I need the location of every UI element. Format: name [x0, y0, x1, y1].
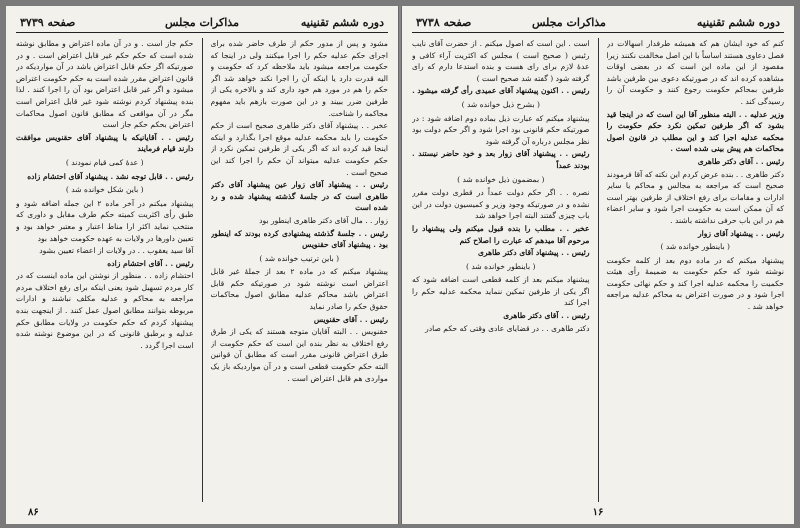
stage-direction: ( باین ترتیب خوانده شد )	[259, 253, 340, 263]
paragraph: آقا سید یعقوب . . در ولایات از اعضاء تعیین بشود	[39, 246, 194, 256]
stage-direction: ( بشرح ذیل خوانده شد )	[461, 99, 540, 109]
column-divider	[202, 38, 203, 502]
speaker-paragraph: رئیس . . آقای حقنویس	[313, 314, 388, 324]
speaker-paragraph: رئیس . . آقایانیکه با پیشنهاد آقای حقنویس موافقت دارند قیام فرمایند	[16, 132, 194, 154]
speaker-paragraph: رئیس . . اکنون پیشنهاد آقای عمیدی رأی گرفته میشود .	[412, 86, 590, 96]
speaker-paragraph: رئیس . . پیشنهاد آقای زوار عین پیشنهاد آقای دکتر طاهری است که در جلسهٔ گذشته پیشنهاد شده و رد شده است	[210, 180, 388, 213]
section-title: مذاکرات مجلس	[532, 16, 606, 29]
left-page	[6, 6, 398, 524]
speaker-paragraph: رئیس . . پیشنهاد آقای زوار	[697, 228, 784, 238]
paragraph: کنم که خود ایشان هم که همیشه طرفدار اسهالات در فصل دعاوی هستند اساساً با این اصل مخالفت نکنند زیرا مقصود از این ماده این است که در بعضی اوقات مشاهده کرده اند که در صورتیکه دعوی بین طرفین باشد طرفین بمحاکم حکومت رجوع کنند و حکومت آن را رسیدگی کند .	[606, 39, 784, 106]
stage-direction: ( بمضمون ذیل خوانده شد )	[457, 174, 545, 184]
right-column	[211, 38, 389, 502]
section-title: مذاکرات مجلس	[165, 16, 239, 29]
paragraph: است . این است که اصول میکنم . از حضرت آقای نایب رئیس ( صحیح است ) مجلس که اکثریت آراء کافی و عدهٔ لازم برای رای هست و بنده استدعا دارم که رای گرفته شود ( گفته شد صحیح است )	[412, 39, 590, 83]
paragraph: عخبر . . پیشنهاد آقای دکتر طاهری صحیح است از حکم حکومت را باید محکمه عدلیه موقع اجرا بگذارد و اینکه اینجا قید کرده اند که اگر یکی از طرفین تمکین نکرد از حکم حکومت عدلیه میتواند آن حکم را اجرا کند این صحیح است .	[210, 121, 388, 177]
paragraph: مشود و پس از مدور حکم از طرف حاضر شده برای اجرای حکم عدلیه حکم را اجرا میکنند ولی در اینجا که حکومت مراجعه میشود باید ملاحظه کرد که حکومت و الیه قدرت دارد یا اینکه آن را اجرا نکند خواهد شد اگر حکم را هم در مورد هم خود داری کند و بالاخره یکی از طرفین ضرر ببیند و در این صورت بازهم باید مفهوم مجاکمه را شناخت.	[210, 39, 388, 118]
paragraph: زوار . . مال آقای دکتر طاهری اینطور بود	[259, 215, 388, 225]
speaker-paragraph: وزیر عدلیه . . البته منظور آقا این است که در اینجا قید بشود که اگر طرفین تمکین نکرد حکم حکومت را محکمه عدلیه اجرا کند و این مطلب در قانون اصول محاکمات هم پیش بینی شده است .	[606, 109, 784, 154]
session-title: دوره ششم تقنینیه	[696, 16, 780, 29]
text-columns	[16, 38, 388, 502]
speaker-paragraph: رئیس . . آقای دکتر طاهری	[697, 156, 784, 166]
speaker-paragraph: رئیس . . پیشنهاد آقای زوار بعد و خود حاضر نیستند . بودند عمداً	[412, 149, 590, 170]
right-column	[607, 38, 785, 502]
speaker-paragraph: رئیس . . جلسهٔ گذشته پیشنهادی کرده بودند که اینطور بود . پیشنهاد آقای حقنویس	[210, 228, 388, 250]
paragraph: پیشنهاد میکنم که عبارت ذیل بماده دوم اضافه شود : در صورتیکه حکم قانونی بود اجرا شود و اگر حکم دولت بود نظر مجلس درباره آن گرفته شود	[412, 113, 590, 146]
paragraph: دکتر طاهری . . در قضایای عادی وقتی که حکم صادر	[425, 323, 590, 333]
page-number-label: صفحه ۳۷۳۸	[416, 16, 472, 29]
text-columns	[412, 38, 784, 502]
speaker-paragraph: عخبر . . مطلب را بنده قبول میکنم ولی پیشنهاد را مرحوم آقا میدهم که عبارت را اصلاح کنم	[412, 223, 590, 245]
paragraph: نصره . . اگر حکم دولت عمداً در قطری دولت مقرر نشده و در صورتیکه وجود وزیر و کمیسیون دولت در این باب چیزی گفتند البته اجرا خواهد شد	[412, 188, 590, 221]
stage-direction: ( عدهٔ کمی قیام نمودند )	[65, 157, 144, 167]
right-page	[402, 6, 794, 524]
paragraph: دکتر طاهری . . بنده عرض کردم این نکته که آقا فرمودند صحیح است که مراجعه به مجالس و محاکم یا سایر ادارات و مقامات برای رفع اختلاف از طرفین بهتر است که آن ممکن است به حکومت اجرا شود و سایر اعضاء هم در این باب حرفی نداشته باشند .	[606, 169, 784, 225]
stage-direction: ( باینطور خوانده شد )	[466, 261, 536, 271]
page-footer-number: ۱۶	[592, 507, 604, 518]
stage-direction: ( باین شکل خوانده شد )	[65, 185, 144, 195]
paragraph: حکم جاز است . و در آن ماده اعتراض و مطابق نوشته شده است که حکم حکم غیر قابل اعتراض است . و در صورتیکه اگر حکم قابل اعتراض باشد در آن مواردیکه در قانون اعتراض مقرر شده است به حکم حکومت اعتراض میشود و اگر غیر قابل اعتراض بود آن را اجرا کنند . لذا بنده پیشنهاد کردم نوشته شود غیر قابل اعتراض است مگر در آن مواقعی که مطابق قانون اصول محاکمات اعتراض بحکم حکم جاز است	[16, 39, 194, 130]
paragraph: پیشنهاد میکنم در آخر ماده ۲ این جمله اضافه شود و طبق رأی اکثریت کمیته حکم طرف مقابل و داوری که منتخب نماید اکثر ارا مناط اعتبار و معتبر خواهد بود و تعیین داورها در ولایات به عهده حکومت خواهد بود	[16, 198, 194, 243]
speaker-paragraph: رئیس . . آقای احتشام زاده	[107, 258, 194, 268]
column-divider	[598, 38, 599, 502]
speaker-paragraph: رئیس . . قابل توجه نشد . پیشنهاد آقای احتشام زاده	[27, 171, 194, 181]
paragraph: پیشنهاد میکنم بعد از کلمه قطعی است اضافه شود که اگر یکی از طرفین تمکین ننماید محکمه عدلیه حکم را اجرا کند	[412, 275, 590, 308]
session-title: دوره ششم تقنینیه	[300, 16, 384, 29]
speaker-paragraph: رئیس . . پیشنهاد آقای دکتر طاهری	[477, 248, 590, 258]
left-column	[412, 38, 590, 502]
page-header	[16, 14, 388, 33]
paragraph: حقنویس . . البته آقایان متوجه هستند که یکی از طرق رفع اختلاف به نظر بنده این است که حکم حکومت از طرق اعتراض قانونی مقرر است که مطابق آن قوانین البته حکم حکومت قطعی است و در آن مواردیکه باز یک مواردی هم قابل اعتراض است .	[210, 327, 388, 383]
paragraph: پیشنهاد میکنم که در ماده دوم بعد از کلمه حکومت نوشته شود که حکم حکومت به ضمیمهٔ رأی هیئت حکمیت را محکمه عدلیه اجرا کند و حکم نهائی حکومت اجرا شود و در صورت اعتراض به محاکم عدلیه مراجعه خواهد شد .	[606, 255, 784, 312]
page-number-label: صفحه ۳۷۳۹	[20, 16, 76, 29]
speaker-paragraph: رئیس . . آقای دکتر طاهری	[503, 311, 590, 321]
paragraph: احتشام زاده . . منظور از نوشتن این ماده اینست که در کار مردم تسهیل شود یعنی اینکه برای رفع اختلاف مردم مراجعه به محاکم و عدلیه مکلف نباشند و ادارات مربوطه بتوانند مطابق اصول عمل کنند . از اینجهت بنده پیشنهاد کردم که حکم حکومت در ولایات مطابق حکم عدلیه و برطبق قانونی که در این موضوع نوشته شده است اجرا گردد .	[16, 271, 194, 350]
page-footer-number: ۸۶	[28, 507, 39, 518]
paragraph: پیشنهاد میکنم که در ماده ۲ بعد از جملهٔ غیر قابل اعتراض است نوشته شود در صورتیکه حکم قابل اعتراض باشد محاکم عدلیه مطابق اصول محاکمات حقوق حکم را صادر نماید	[210, 267, 388, 312]
page-header	[412, 14, 784, 33]
left-column	[16, 38, 194, 502]
stage-direction: ( باینطور خوانده شد )	[660, 242, 730, 252]
